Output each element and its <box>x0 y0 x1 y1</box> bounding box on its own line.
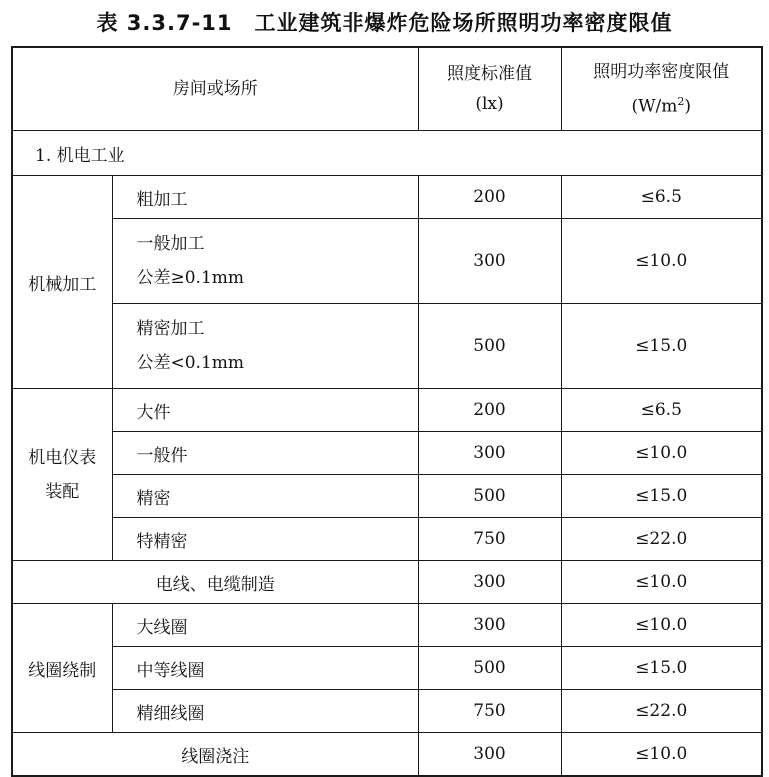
table-row <box>12 690 762 733</box>
illuminance-value: 200 <box>418 176 561 219</box>
illuminance-value: 300 <box>418 219 561 304</box>
illuminance-value: 750 <box>418 690 561 733</box>
illuminance-value: 300 <box>418 561 561 604</box>
table-row <box>12 518 762 561</box>
room-name: 精密 <box>112 475 418 518</box>
header-room: 房间或场所 <box>12 47 418 131</box>
power-density-value: ≤15.0 <box>561 304 762 389</box>
room-name: 大线圈 <box>112 604 418 647</box>
illuminance-value: 500 <box>418 304 561 389</box>
room-name: 特精密 <box>112 518 418 561</box>
group-assembly: 机电仪表 装配 <box>12 389 112 561</box>
room-name: 粗加工 <box>112 176 418 219</box>
power-density-value: ≤22.0 <box>561 518 762 561</box>
power-density-value: ≤10.0 <box>561 561 762 604</box>
illuminance-value: 750 <box>418 518 561 561</box>
group-machining: 机械加工 <box>12 176 112 389</box>
power-density-value: ≤6.5 <box>561 176 762 219</box>
power-density-value: ≤10.0 <box>561 733 762 777</box>
table-title: 表 3.3.7-11 工业建筑非爆炸危险场所照明功率密度限值 <box>96 11 673 35</box>
table-row <box>12 647 762 690</box>
table-row <box>12 432 762 475</box>
power-density-value: ≤10.0 <box>561 432 762 475</box>
power-density-value: ≤22.0 <box>561 690 762 733</box>
room-name: 线圈浇注 <box>12 733 418 777</box>
table-row <box>12 219 762 304</box>
room-name: 大件 <box>112 389 418 432</box>
table-row <box>12 304 762 389</box>
power-density-value: ≤6.5 <box>561 389 762 432</box>
power-density-value: ≤10.0 <box>561 219 762 304</box>
illuminance-value: 300 <box>418 604 561 647</box>
table-row <box>12 604 762 647</box>
table-row <box>12 389 762 432</box>
illuminance-value: 300 <box>418 432 561 475</box>
group-winding: 线圈绕制 <box>12 604 112 733</box>
section-label: 1. 机电工业 <box>12 131 762 176</box>
table-row <box>12 733 762 777</box>
section-row <box>12 131 762 176</box>
illuminance-value: 500 <box>418 475 561 518</box>
power-density-value: ≤15.0 <box>561 475 762 518</box>
illuminance-value: 500 <box>418 647 561 690</box>
room-name: 电线、电缆制造 <box>12 561 418 604</box>
illuminance-value: 300 <box>418 733 561 777</box>
power-density-value: ≤10.0 <box>561 604 762 647</box>
power-density-value: ≤15.0 <box>561 647 762 690</box>
header-illuminance: 照度标准值 (lx) <box>418 47 561 131</box>
header-row <box>12 47 762 131</box>
room-name: 精密加工 公差<0.1mm <box>112 304 418 389</box>
table-row <box>12 561 762 604</box>
table-row <box>12 176 762 219</box>
table-row <box>12 475 762 518</box>
room-name: 一般加工 公差≥0.1mm <box>112 219 418 304</box>
illuminance-value: 200 <box>418 389 561 432</box>
header-power-density: 照明功率密度限值 $(W/m^2)$ <box>561 47 762 131</box>
lighting-density-table <box>11 46 763 777</box>
room-name: 精细线圈 <box>112 690 418 733</box>
room-name: 中等线圈 <box>112 647 418 690</box>
room-name: 一般件 <box>112 432 418 475</box>
